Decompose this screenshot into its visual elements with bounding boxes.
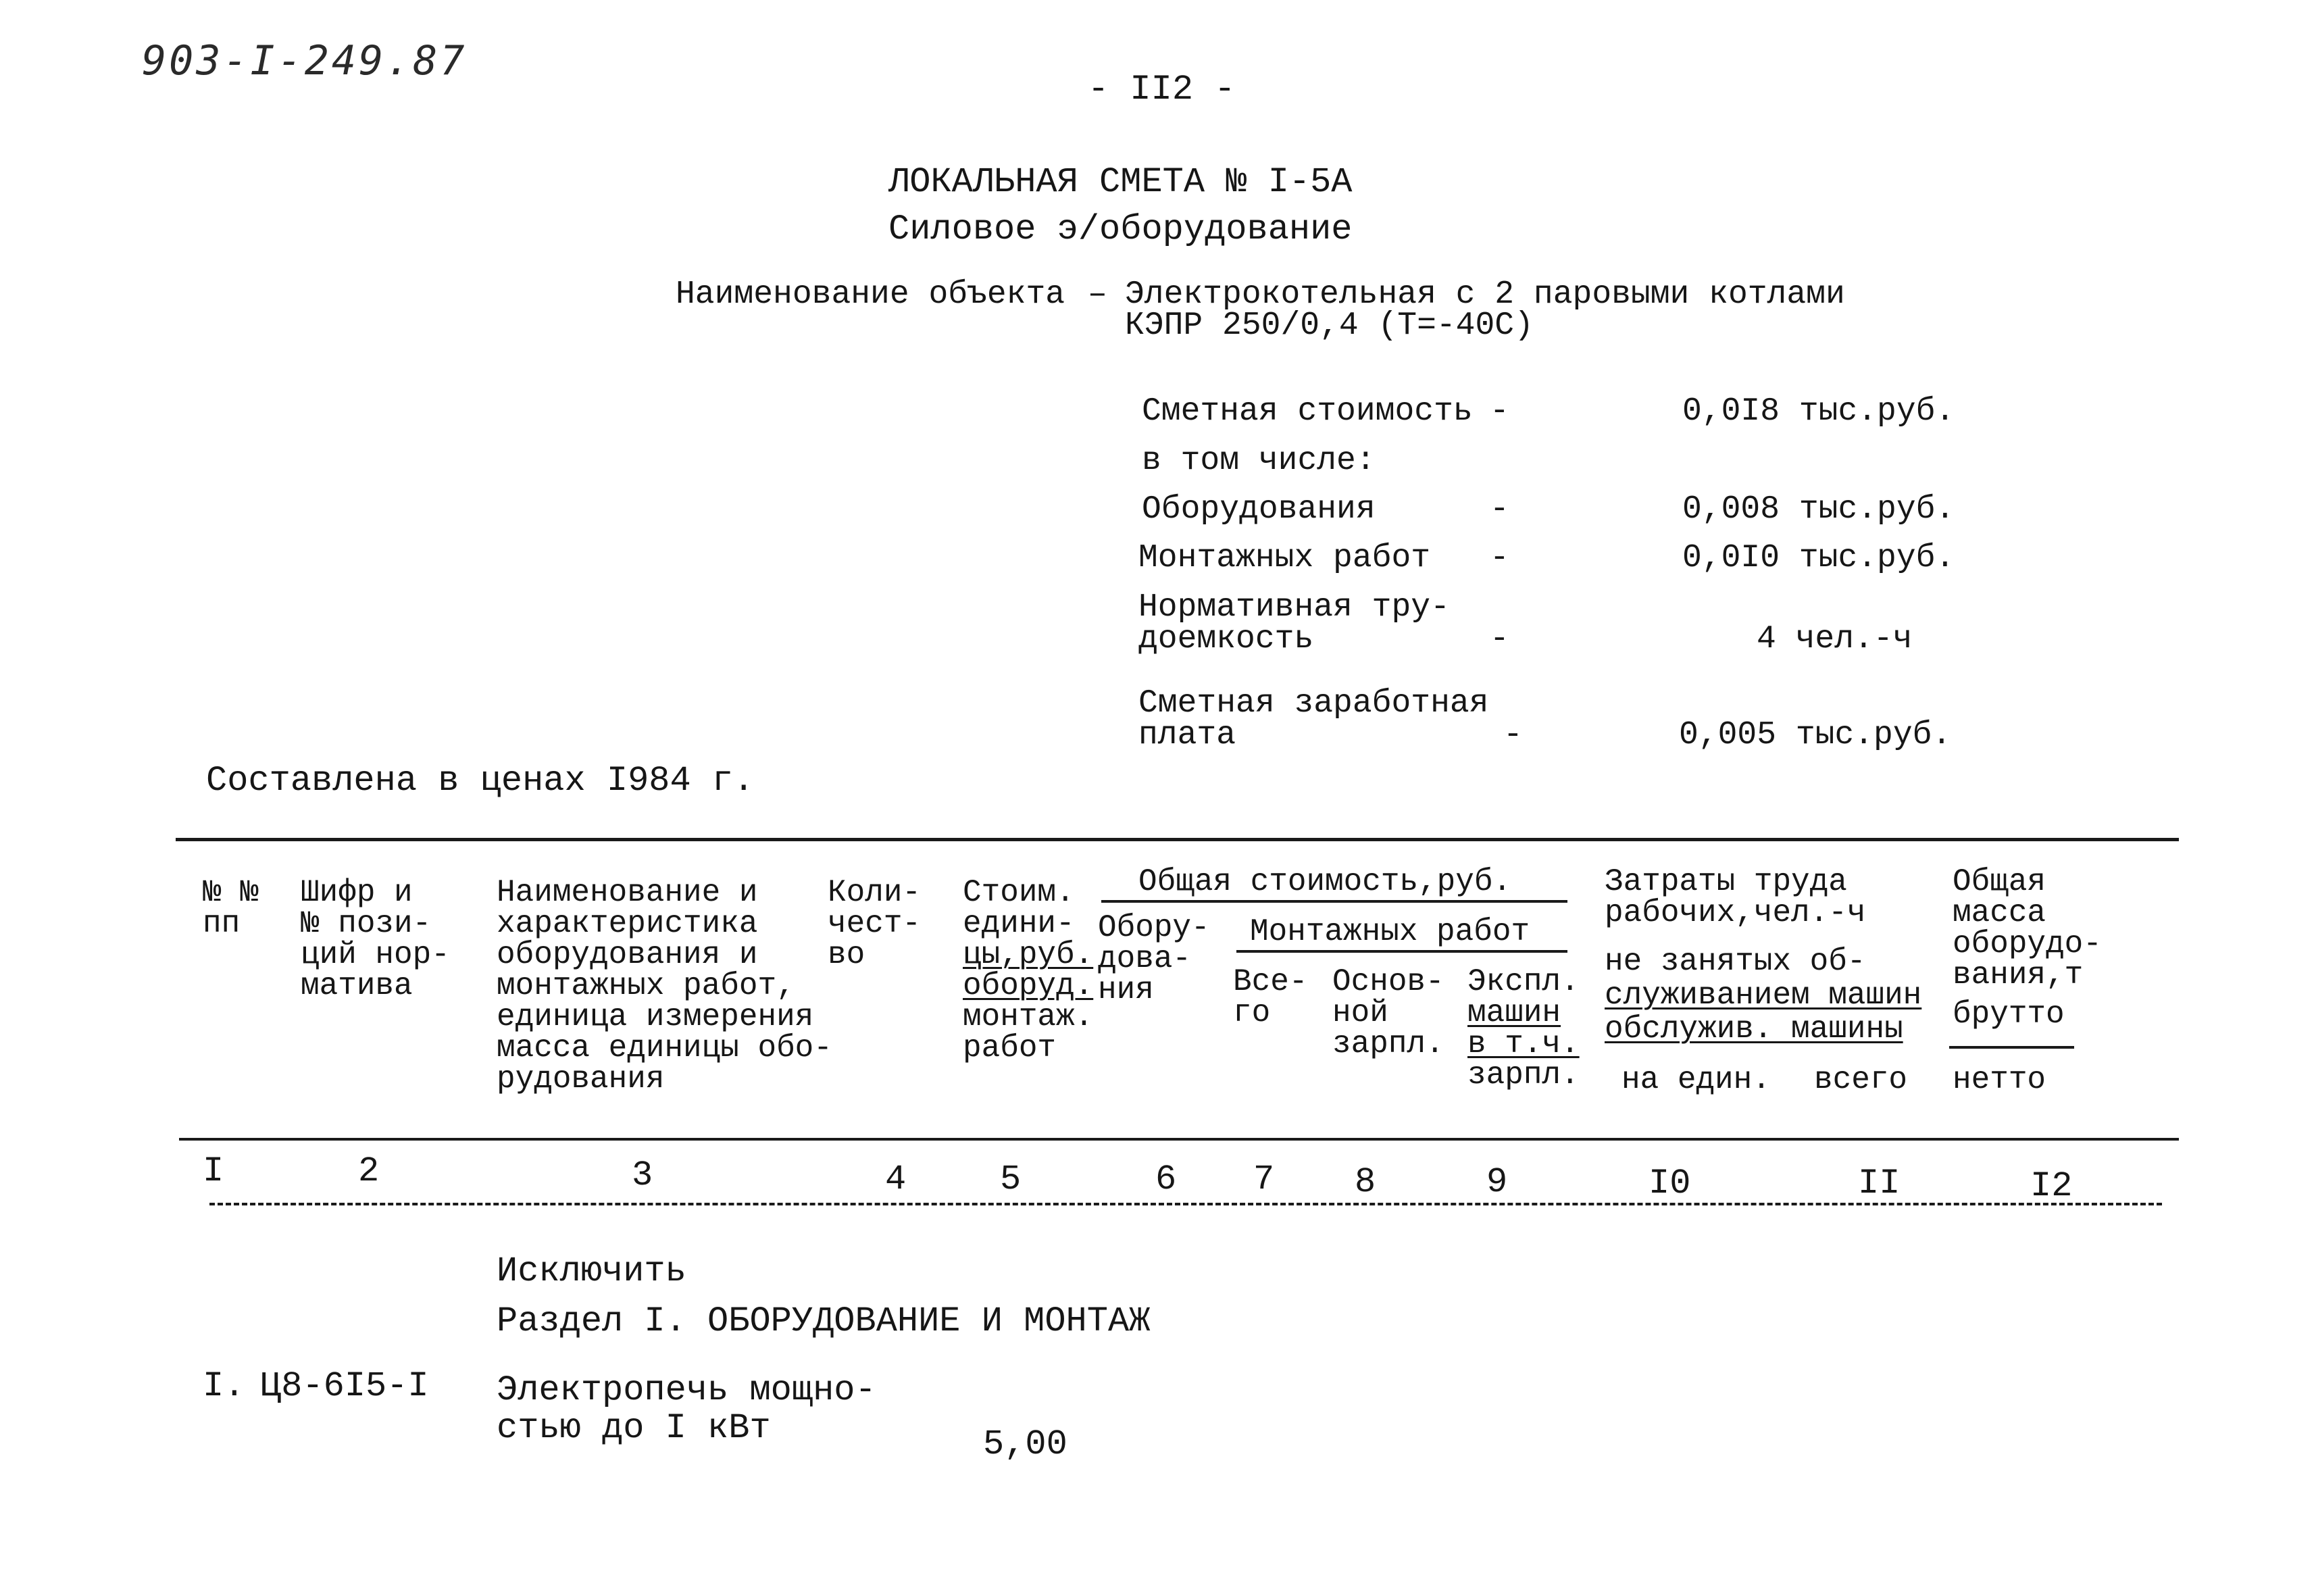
- header-col-3-line: единица измерения: [497, 999, 814, 1034]
- header-col-4-line: Коли-: [828, 875, 922, 910]
- header-col-5: [963, 877, 1093, 1064]
- exclude-label: Исключить: [497, 1251, 686, 1291]
- column-numbers-separator: [209, 1203, 2162, 1205]
- object-name-line1: Электрокотельная с 2 паровыми котлами: [1125, 276, 1845, 313]
- summary-label-total: Сметная стоимость: [1142, 393, 1473, 430]
- summary-value-installation: 0,0I0 тыс.руб.: [1682, 540, 1955, 576]
- summary-label-labor-2: доемкость: [1138, 621, 1314, 657]
- column-number: 5: [1000, 1159, 1022, 1199]
- header-install-works: Монтажных работ: [1250, 914, 1530, 949]
- summary-dash-equipment: -: [1490, 491, 1509, 528]
- summary-dash-labor: -: [1490, 621, 1509, 657]
- header-col-7: [1233, 966, 1307, 1028]
- header-col-2-line: Шифр и: [301, 875, 413, 910]
- table-header-rule: [179, 1138, 2179, 1141]
- column-number: I0: [1649, 1164, 1691, 1203]
- header-col-6-line: дова-: [1098, 941, 1192, 976]
- header-col-9-line: в т.ч.: [1467, 1026, 1580, 1062]
- column-number: 4: [885, 1159, 907, 1199]
- summary-label-equipment: Оборудования: [1142, 491, 1376, 528]
- header-col-4-line: во: [828, 937, 865, 972]
- header-col-11: всего: [1814, 1062, 1908, 1097]
- object-name-line2: КЭПР 250/0,4 (Т=-40С): [1125, 307, 1534, 344]
- header-col-12-line: Общая: [1953, 864, 2046, 899]
- header-col-5-line: оборуд.: [963, 968, 1094, 1003]
- header-col-3-line: оборудования и: [497, 937, 758, 972]
- header-col-12-line: вания,т: [1953, 957, 2084, 993]
- header-col-9-line: машин: [1467, 995, 1561, 1030]
- header-col-4-line: чест-: [828, 906, 922, 941]
- header-col-6: [1098, 912, 1210, 1005]
- header-col-9-line: Экспл.: [1467, 964, 1580, 999]
- header-col-1-line: № №: [203, 875, 259, 910]
- header-col-3-line: масса единицы обо-: [497, 1030, 832, 1066]
- header-col-2-line: ций нор-: [301, 937, 450, 972]
- header-col-6-line: Обору-: [1098, 910, 1210, 945]
- header-labor-line: рабочих,чел.-ч: [1605, 895, 1866, 930]
- header-col-3-line: Наименование и: [497, 875, 758, 910]
- column-number: 6: [1155, 1159, 1177, 1199]
- header-col-12-net: нетто: [1953, 1062, 2046, 1097]
- summary-dash-total: -: [1490, 393, 1509, 430]
- header-labor-line: Затраты труда: [1605, 864, 1847, 899]
- header-col-7-line: Все-: [1233, 964, 1308, 999]
- column-number: II: [1858, 1164, 1901, 1203]
- header-col-2-line: матива: [301, 968, 413, 1003]
- header-col-7-line: го: [1233, 995, 1271, 1030]
- header-total-cost: Общая стоимость,руб.: [1138, 864, 1512, 899]
- row-number: I.: [203, 1366, 245, 1406]
- page-number: - II2 -: [1088, 70, 1236, 109]
- summary-value-equipment: 0,008 тыс.руб.: [1682, 491, 1955, 528]
- section-title: Раздел I. ОБОРУДОВАНИЕ И МОНТАЖ: [497, 1301, 1151, 1341]
- header-col-12-rule: [1949, 1046, 2074, 1049]
- row-name-line2: стью до I кВт: [497, 1408, 771, 1448]
- header-col-4: [828, 877, 921, 970]
- summary-label-labor: Нормативная тру-: [1138, 589, 1450, 626]
- summary-label-wages: Сметная заработная: [1138, 685, 1489, 722]
- summary-label-installation: Монтажных работ: [1138, 540, 1431, 576]
- row-name-line1: Электропечь мощно-: [497, 1370, 876, 1410]
- header-col-1-line: пп: [203, 906, 241, 941]
- header-col-8-line: ной: [1332, 995, 1388, 1030]
- header-col-8: [1332, 964, 1444, 1062]
- header-col-5-line: Стоим.: [963, 875, 1075, 910]
- header-col-3-line: монтажных работ,: [497, 968, 795, 1003]
- header-col-5-line: цы,руб.: [963, 937, 1094, 972]
- summary-label-wages-2: плата: [1138, 717, 1236, 753]
- summary-value-wages: 0,005 тыс.руб.: [1679, 717, 1952, 753]
- prices-note: Составлена в ценах I984 г.: [206, 761, 755, 801]
- column-number: 3: [632, 1155, 653, 1195]
- header-col-2-line: № пози-: [301, 906, 432, 941]
- header-col-1: [203, 877, 259, 939]
- column-number: 8: [1355, 1162, 1376, 1202]
- object-dash: –: [1088, 276, 1107, 313]
- column-number: I2: [2030, 1166, 2073, 1206]
- header-col-8-line: Основ-: [1332, 964, 1444, 999]
- header-col-9: [1467, 966, 1580, 1091]
- header-col-3-line: характеристика: [497, 906, 758, 941]
- header-labor: [1605, 866, 1865, 928]
- summary-label-including: в том числе:: [1142, 443, 1376, 479]
- header-col-3: [497, 877, 832, 1095]
- header-col-10: на един.: [1621, 1062, 1771, 1097]
- header-col-8-line: зарпл.: [1332, 1026, 1444, 1062]
- object-label: Наименование объекта: [676, 276, 1065, 313]
- column-number: 7: [1253, 1159, 1275, 1199]
- column-number: I: [203, 1151, 224, 1191]
- header-col-12: [1953, 866, 2102, 991]
- summary-value-labor: 4 чел.-ч: [1757, 621, 1913, 657]
- estimate-subtitle: Силовое э/оборудование: [888, 209, 1353, 249]
- header-col-12-line: масса: [1953, 895, 2046, 930]
- header-col-3-line: рудования: [497, 1062, 665, 1097]
- header-col-5-line: монтаж.: [963, 999, 1094, 1034]
- document-code: 903-I-249.87: [142, 37, 468, 84]
- estimate-title: ЛОКАЛЬНАЯ СМЕТА № I-5А: [888, 162, 1353, 202]
- row-unit-cost: 5,00: [983, 1424, 1067, 1464]
- column-number: 2: [358, 1151, 380, 1191]
- header-col-2: [301, 877, 450, 1001]
- header-labor-sub1: не занятых об-: [1605, 944, 1866, 979]
- header-labor-sub3: обслужив. машины: [1605, 1012, 1903, 1047]
- summary-value-total: 0,0I8 тыс.руб.: [1682, 393, 1955, 430]
- header-col-5-line: едини-: [963, 906, 1075, 941]
- summary-dash-installation: -: [1490, 540, 1509, 576]
- summary-dash-wages: -: [1503, 717, 1523, 753]
- table-top-rule: [176, 838, 2179, 841]
- header-col-9-line: зарпл.: [1467, 1057, 1580, 1093]
- header-col-12-gross: брутто: [1953, 997, 2065, 1032]
- column-number: 9: [1486, 1162, 1508, 1202]
- header-col-6-line: ния: [1098, 972, 1154, 1007]
- header-labor-sub2: служиванием машин: [1605, 978, 1922, 1013]
- header-col-5-line: работ: [963, 1030, 1057, 1066]
- header-total-cost-rule: [1101, 900, 1567, 903]
- header-install-works-rule: [1236, 950, 1567, 953]
- row-code: Ц8-6I5-I: [260, 1366, 429, 1406]
- header-col-12-line: оборудо-: [1953, 926, 2102, 962]
